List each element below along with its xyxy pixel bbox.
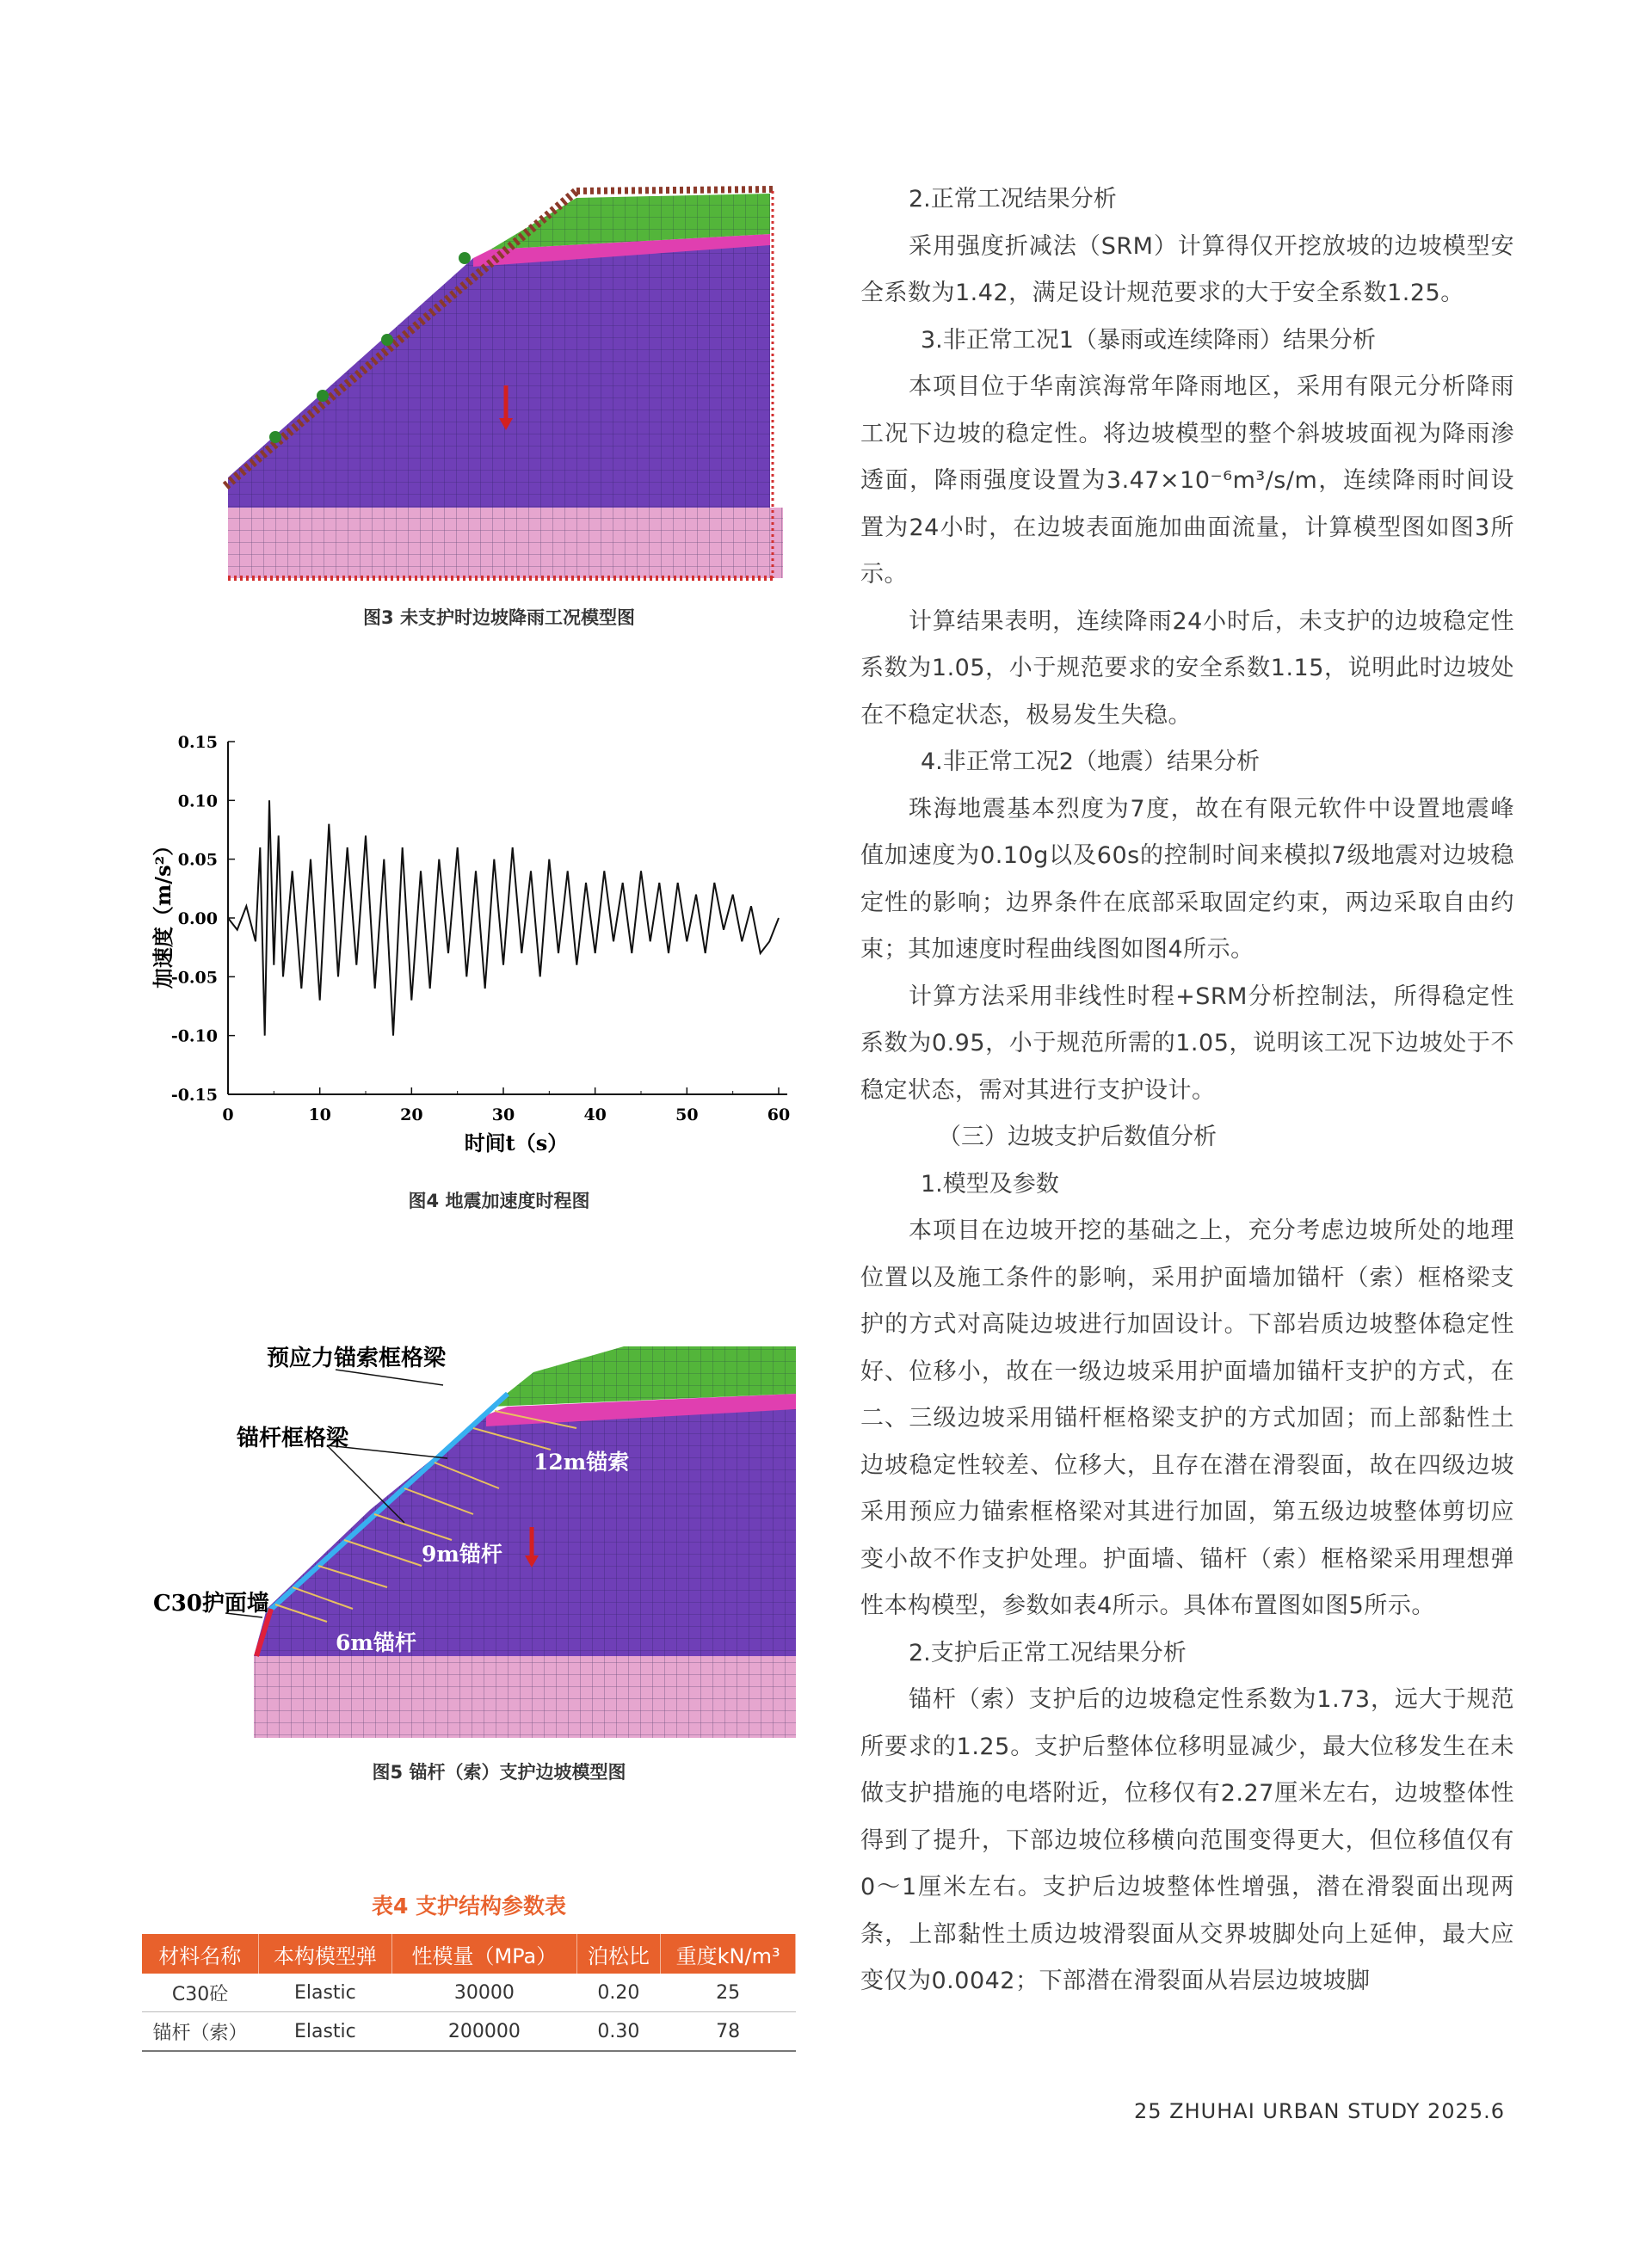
label-bolt-frame: 锚杆框格梁 [237, 1426, 349, 1451]
figure-4-chart [138, 723, 800, 1170]
heading-section-3: （三）边坡支护后数值分析 [938, 1124, 1217, 1150]
table-cell: Elastic [258, 1974, 392, 2012]
label-12m-cable: 12m锚索 [533, 1450, 630, 1475]
table-cell: Elastic [258, 2012, 392, 2052]
table-row [142, 1974, 796, 2012]
x-axis-label: 时间t（s） [464, 1130, 569, 1155]
table-header: 重度kN/m³ [661, 1934, 796, 1974]
x-tick-label: 0 [222, 1106, 234, 1124]
article-body [860, 176, 1514, 2005]
x-tick-label: 30 [491, 1106, 515, 1124]
y-tick-label: -0.05 [170, 968, 218, 988]
y-tick-label: 0.15 [177, 733, 218, 752]
series-line [228, 800, 779, 1035]
figure-5-caption: 图5 锚杆（索）支护边坡模型图 [372, 1762, 626, 1783]
table-header: 泊松比 [576, 1934, 661, 1974]
support-parameters-table [142, 1934, 796, 2052]
table-cell: 200000 [392, 2012, 576, 2052]
heading-earthquake-condition: 4.非正常工况2（地震）结果分析 [921, 748, 1260, 775]
figure-4-caption: 图4 地震加速度时程图 [408, 1191, 590, 1211]
y-tick-label: -0.10 [170, 1026, 218, 1046]
table-header: 性模量（MPa） [392, 1934, 576, 1974]
y-tick-label: 0.05 [177, 850, 218, 870]
table-cell: 78 [661, 2012, 796, 2052]
paragraph: 珠海地震基本烈度为7度，故在有限元软件中设置地震峰值加速度为0.10g以及60s的控制时间来模拟7级地震对边坡稳定性的影响；边界条件在底部采取固定约束，两边采取自由约束；其加速度时程曲线图如图4所示。 [860, 795, 1514, 963]
x-tick-label: 50 [675, 1106, 699, 1124]
x-tick-label: 60 [767, 1106, 791, 1124]
table-cell: 0.20 [576, 1974, 661, 2012]
heading-rain-condition: 3.非正常工况1（暴雨或连续降雨）结果分析 [921, 326, 1376, 354]
table-header: 材料名称 [142, 1934, 258, 1974]
y-axis-label: 加速度（m/s²） [151, 835, 176, 989]
y-tick-label: -0.15 [170, 1086, 218, 1105]
table-title: 表4 支护结构参数表 [371, 1894, 567, 1919]
label-c30-wall: C30护面墙 [153, 1591, 269, 1617]
heading-normal-condition: 2.正常工况结果分析 [909, 186, 1117, 212]
table-row [142, 2012, 796, 2052]
heading-model-params: 1.模型及参数 [921, 1170, 1059, 1198]
y-tick-label: 0.10 [177, 791, 218, 811]
paragraph: 锚杆（索）支护后的边坡稳定性系数为1.73，远大于规范所要求的1.25。支护后整体位移明显减少，最大位移发生在未做支护措施的电塔附近，位移仅有2.27厘米左右，边坡整体性得到了提升，下部边坡位移横向范围变得更大，但位移值仅有0～1厘米左右。支护后边坡整体性增强，潜在滑裂面出现两条，上部黏性土质边坡滑裂面从交界坡脚处向上延伸，最大应变仅为0.0042；下部潜在滑裂面从岩层边坡坡脚 [860, 1686, 1514, 1994]
figure-3-rain-model [215, 181, 783, 585]
heading-after-support: 2.支护后正常工况结果分析 [909, 1639, 1187, 1666]
table-header: 本构模型弹 [258, 1934, 392, 1974]
x-tick-label: 40 [583, 1106, 607, 1124]
label-6m-bolt: 6m锚杆 [336, 1630, 416, 1655]
table-cell: 锚杆（索） [142, 2012, 258, 2052]
page-footer: 25 ZHUHAI URBAN STUDY 2025.6 [1134, 2099, 1505, 2123]
paragraph: 计算结果表明，连续降雨24小时后，未支护的边坡稳定性系数为1.05，小于规范要求的安全系数1.15，说明此时边坡处在不稳定状态，极易发生失稳。 [860, 607, 1514, 729]
figure-3-caption: 图3 未支护时边坡降雨工况模型图 [363, 607, 635, 628]
figure-5-support-model [146, 1325, 800, 1746]
paragraph: 计算方法采用非线性时程+SRM分析控制法，所得稳定性系数为0.95，小于规范所需的1.05，说明该工况下边坡处于不稳定状态，需对其进行支护设计。 [860, 982, 1514, 1104]
table-cell: 25 [661, 1974, 796, 2012]
paragraph: 采用强度折减法（SRM）计算得仅开挖放坡的边坡模型安全系数为1.42，满足设计规范要求的大于安全系数1.25。 [860, 232, 1514, 306]
x-tick-label: 10 [308, 1106, 331, 1124]
table-cell: 30000 [392, 1974, 576, 2012]
label-prestress-frame: 预应力锚索框格梁 [267, 1346, 447, 1371]
label-9m-bolt: 9m锚杆 [422, 1542, 502, 1567]
paragraph: 本项目在边坡开挖的基础之上，充分考虑边坡所处的地理位置以及施工条件的影响，采用护面墙加锚杆（索）框格梁支护的方式对高陡边坡进行加固设计。下部岩质边坡整体稳定性好、位移小，故在一级边坡采用护面墙加锚杆支护的方式，在二、三级边坡采用锚杆框格梁支护的方式加固；而上部黏性土边坡稳定性较差、位移大，且存在潜在滑裂面，故在四级边坡采用预应力锚索框格梁对其进行加固，第五级边坡整体剪切应变小故不作支护处理。护面墙、锚杆（索）框格梁采用理想弹性本构模型，参数如表4所示。具体布置图如图5所示。 [860, 1217, 1514, 1619]
x-tick-label: 20 [400, 1106, 423, 1124]
paragraph: 本项目位于华南滨海常年降雨地区，采用有限元分析降雨工况下边坡的稳定性。将边坡模型的整个斜坡坡面视为降雨渗透面，降雨强度设置为3.47×10⁻⁶m³/s/m，连续降雨时间设置为24小时，在边坡表面施加曲面流量，计算模型图如图3所示。 [860, 373, 1514, 588]
y-tick-label: 0.00 [177, 909, 218, 928]
table-cell: C30砼 [142, 1974, 258, 2012]
table-cell: 0.30 [576, 2012, 661, 2052]
